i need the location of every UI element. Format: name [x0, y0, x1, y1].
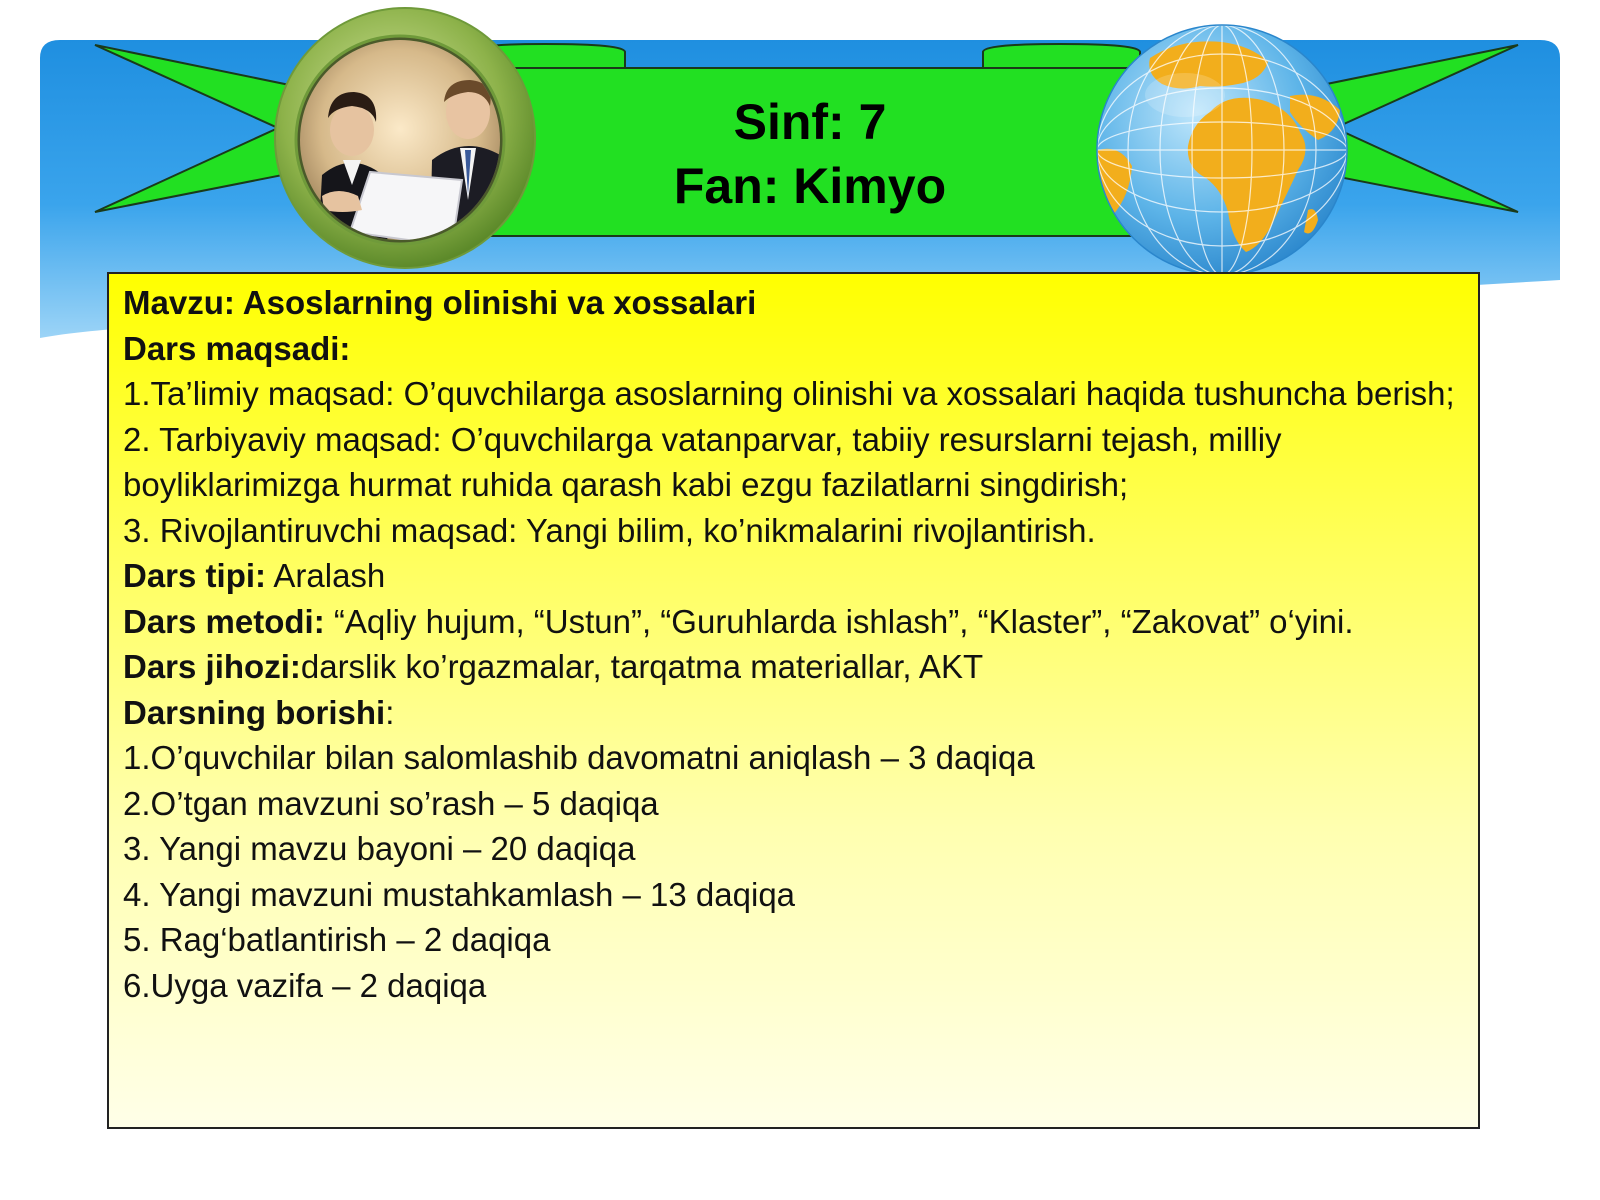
- lesson-equipment-value: darslik ko’rgazmalar, tarqatma materiallar, AKT: [300, 648, 984, 685]
- lesson-plan-box: [107, 272, 1480, 1129]
- lesson-flow-heading: [123, 690, 1464, 736]
- lesson-type-label: Dars tipi:: [123, 557, 267, 594]
- lesson-method-value: “Aqliy hujum, “Ustun”, “Guruhlarda ishlash”, “Klaster”, “Zakovat” o‘yini.: [324, 602, 1354, 640]
- globe-icon: [1096, 25, 1347, 275]
- list-item: 6.Uyga vazifa – 2 daqiqa: [123, 966, 487, 1004]
- topic-text: Mavzu: Asoslarning olinishi va xossalari: [123, 284, 757, 321]
- lesson-method-label: Dars metodi:: [123, 602, 325, 640]
- list-item: 4. Yangi mavzuni mustahkamlash – 13 daqiqa: [123, 875, 796, 913]
- lesson-method-line: [123, 599, 1464, 645]
- lesson-equipment-line: [123, 644, 1464, 690]
- goal-developmental: 3. Rivojlantiruvchi maqsad: Yangi bilim, ko’nikmalarini rivojlantirish.: [123, 511, 1096, 549]
- list-item: 2.O’tgan mavzuni so’rash – 5 daqiqa: [123, 784, 659, 822]
- header-title: [560, 90, 1060, 218]
- ribbon-scroll-right: [983, 44, 1140, 70]
- business-people-photo: [275, 8, 535, 268]
- goal-educational: 1.Ta’limiy maqsad: O’quvchilarga asoslarning olinishi va xossalari haqida tushuncha berish;: [123, 375, 1455, 412]
- lesson-type-line: [123, 553, 1464, 599]
- subject-label: Fan: Kimyo: [673, 158, 947, 214]
- goals-heading: [123, 326, 1464, 372]
- lesson-flow-colon: :: [385, 693, 395, 731]
- lesson-equipment-label: Dars jihozi:: [123, 648, 301, 685]
- lesson-type-value: Aralash: [266, 557, 386, 594]
- class-label: Sinf: 7: [733, 94, 887, 150]
- list-item: 5. Rag‘batlantirish – 2 daqiqa: [123, 921, 551, 958]
- list-item: 3. Yangi mavzu bayoni – 20 daqiqa: [123, 830, 636, 867]
- lesson-flow-label: Darsning borishi: [123, 693, 386, 731]
- goal-upbringing: 2. Tarbiyaviy maqsad: O’quvchilarga vatanparvar, tabiiy resurslarni tejash, milliy boyliklarimizga hurmat ruhida qarash kabi ezgu fazilatlarni singdirish;: [123, 420, 1282, 503]
- goals-label: Dars maqsadi:: [123, 329, 351, 367]
- list-item: 1.O’quvchilar bilan salomlashib davomatni aniqlash – 3 daqiqa: [123, 739, 1035, 776]
- topic-line: [123, 280, 1464, 326]
